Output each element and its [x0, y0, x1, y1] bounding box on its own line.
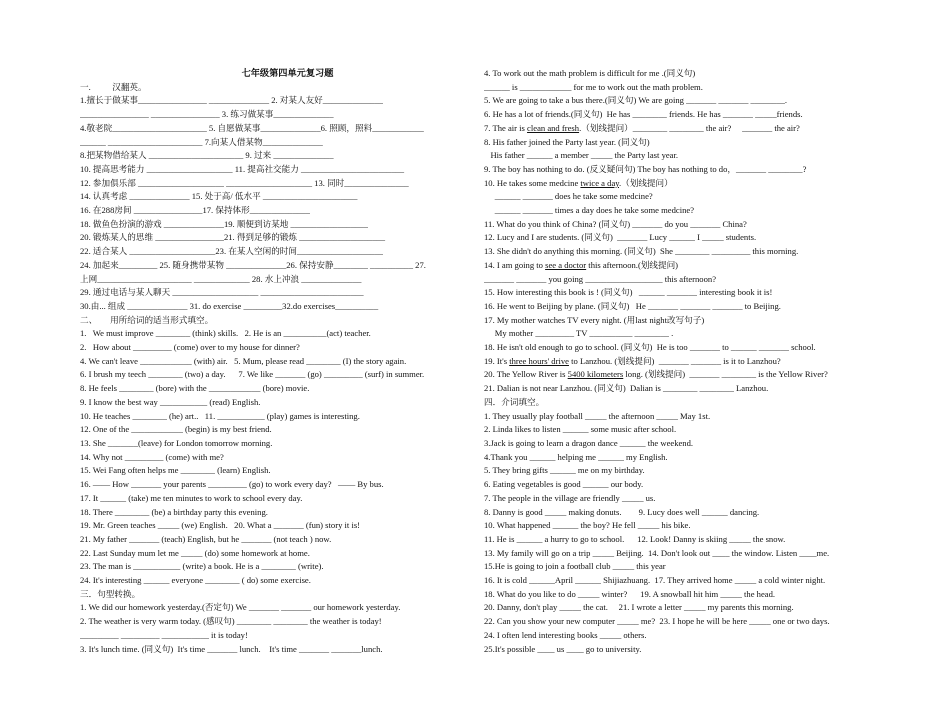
left-line: 3. It's lunch time. (同义句) It's time _______ lunch. It's time _______ _______lunch. — [80, 643, 383, 654]
left-line: 2. The weather is very warm today. (感叹句) ________ ________ the weather is today! — [80, 616, 382, 627]
left-line: 19. Mr. Green teaches _____ (we) English. 20. What a _______ (fun) story it is! — [80, 520, 361, 531]
left-line: 23. The man is ___________ (write) a book. He is a ________ (write). — [80, 561, 324, 572]
left-line: 24. It's interesting ______ everyone ________ ( do) some exercise. — [80, 575, 311, 586]
left-line: 三．句型转换。 — [80, 588, 141, 599]
underlined-phrase: 5400 kilometers — [567, 369, 624, 380]
right-line: 7. The people in the village are friendly _____ us. — [484, 492, 656, 503]
right-line: ______ _______ times a day does he take some medcine? — [484, 205, 695, 216]
left-line: 14. 认真考虑 ______________ 15. 处于高/ 低水平 ______________________ — [80, 191, 358, 202]
left-line: 2. How about _________ (come) over to my house for dinner? — [80, 342, 300, 353]
right-line: 25.It's possible ____ us ____ go to university. — [484, 643, 642, 654]
right-line: 11. He is ______ a hurry to go to school. 12. Look! Danny is skiing _____ the snow. — [484, 533, 786, 544]
left-line: 10. 提高思考能力 ____________________ 11. 提高社交能力 ________________________ — [80, 163, 405, 174]
right-line: 四．介词填空。 — [484, 396, 545, 407]
right-line: 3.Jack is going to learn a dragon dance ______ the weekend. — [484, 437, 694, 448]
right-line: 12. Lucy and I are students. (同义句) _______ Lucy ______ I _____ students. — [484, 232, 757, 243]
right-line: 7. The air is clean and fresh.（划线提问）________ ________ the air? _______ the air? — [484, 122, 800, 133]
left-line: 29. 通过电话与某人聊天 ____________________ ________________________ — [80, 287, 364, 298]
right-line: 14. I am going to see a doctor this afternoon.(划线提问) — [484, 259, 679, 270]
left-line: 17. It ______ (take) me ten minutes to work to school every day. — [80, 492, 303, 503]
right-line: 22. Can you show your new computer _____ me? 23. I hope he will be here _____ one or two days. — [484, 616, 830, 627]
right-line: 11. What do you think of China? (同义句) _______ do you _______ China? — [484, 218, 747, 229]
left-line: 8.把某物借给某人 ______________________ 9. 过来 ______________ — [80, 150, 334, 161]
left-line: 9. I know the best way ___________ (read) English. — [80, 396, 261, 407]
right-column — [484, 67, 884, 656]
right-line: 5. They bring gifts ______ me on my birthday. — [484, 465, 645, 476]
right-line: 20. Danny, don't play _____ the cat. 21. I wrote a letter _____ my parents this morning. — [484, 602, 794, 613]
right-line: 6. He has a lot of friends.(同义句) He has ________ friends. He has _______ _____friends. — [484, 109, 803, 120]
left-line: 14. Why not _________ (come) with me? — [80, 451, 224, 462]
left-line: 1. We must improve ________ (think) skills. 2. He is an __________(act) teacher. — [80, 328, 371, 339]
left-line: 21. My father _______ (teach) English, but he _______ (not teach ) now. — [80, 533, 332, 544]
right-line: 18. He isn't old enough to go to school. (同义句) He is too _______ to ______ _______ school. — [484, 342, 816, 353]
right-line: 17. My mother watches TV every night. (用last night改写句子) — [484, 314, 705, 325]
right-line: 4. To work out the math problem is difficult for me .(同义句) — [484, 68, 696, 78]
right-line: His father ______ a member _____ the Party last year. — [484, 150, 679, 161]
left-line: 12. One of the ____________ (begin) is my best friend. — [80, 424, 272, 435]
left-line: 15. Wei Fang often helps me ________ (learn) English. — [80, 465, 271, 476]
left-line: 13. She _______(leave) for London tomorrow morning. — [80, 437, 273, 448]
right-line: _______ _______ you going __________________ this afternoon? — [484, 273, 717, 284]
right-line: 8. His father joined the Party last year. (同义句) — [484, 136, 650, 147]
left-line: 22. 适合某人 ____________________23. 在某人空闲的时间____________________ — [80, 246, 383, 257]
left-line: 二、 用所给词的适当形式填空。 — [80, 314, 214, 325]
left-line: 1.擅长于做某事________________ ______________ 2. 对某人友好______________ — [80, 95, 383, 106]
underlined-phrase: see a doctor — [545, 259, 587, 270]
right-line: 13. My family will go on a trip _____ Beijing. 14. Don't look out ____ the window. Listen ____me. — [484, 547, 830, 558]
right-line: 15.He is going to join a football club _____ this year — [484, 561, 666, 572]
right-line: 24. I often lend interesting books _____ others. — [484, 629, 647, 640]
right-line: 10. He takes some medcine twice a day.（划线提问） — [484, 177, 673, 188]
left-line: 16. 在288房间 ________________17. 保持体形______________ — [80, 205, 310, 216]
left-line: 上网______________________ _____________ 28. 水上冲浪 ______________ — [80, 273, 362, 284]
right-lines — [484, 67, 884, 656]
right-line: 1. They usually play football _____ the afternoon _____ May 1st. — [484, 410, 711, 421]
right-line: ______ _______ does he take some medcine? — [484, 191, 653, 202]
right-line: ______ is ____________ for me to work out the math problem. — [484, 81, 703, 92]
right-line: 10. What happened ______ the boy? He fell _____ his bike. — [484, 520, 691, 531]
underlined-phrase: three hours' drive — [509, 355, 569, 366]
left-line: 12. 参加俱乐部 ____________________ ____________________ 13. 同时_______________ — [80, 177, 409, 188]
right-line: 5. We are going to take a bus there.(同义句) We are going _______ _______ ________. — [484, 95, 788, 106]
right-line: 9. The boy has nothing to do. (反义疑问句) The boy has nothing to do，_______ ________? — [484, 163, 807, 174]
left-line: 20. 锻炼某人的思维 ________________21. 得到足够的锻炼 ____________________ — [80, 232, 386, 243]
left-line: 1. We did our homework yesterday.(否定句) We _______ _______ our homework yesterday. — [80, 602, 401, 613]
left-line: 16. —— How _______ your parents _________ (go) to work every day? —— By bus. — [80, 479, 384, 490]
left-line: _________ _________ ___________ it is today! — [80, 629, 248, 640]
left-line: 22. Last Sunday mum let me _____ (do) some homework at home. — [80, 547, 310, 558]
right-line: 21. Dalian is not near Lanzhou. (同义句) Dalian is ________ ________ Lanzhou. — [484, 383, 769, 394]
left-line: 6. I brush my teech ________ (two) a day. 7. We like _______ (go) _________ (surf) in summer. — [80, 369, 425, 380]
left-line: 30.由... 组成 ______________ 31. do exercise _________32.do exercises__________ — [80, 300, 379, 311]
left-line: 4. We can't leave ____________ (with) air. 5. Mum, please read ________ (I) the story again. — [80, 355, 407, 366]
right-line: 2. Linda likes to listen ______ some music after school. — [484, 424, 677, 435]
left-column — [80, 67, 473, 656]
right-line: 19. It's three hours' drive to Lanzhou. (划线提问) _______ _______ is it to Lanzhou? — [484, 355, 781, 366]
right-line: 15. How interesting this book is ! (同义句) ______ _______ interesting book it is! — [484, 287, 773, 298]
left-line: 4.敬老院______________________ 5. 自愿做某事______________6. 照顾，照料____________ — [80, 122, 424, 133]
right-line: 16. He went to Beijing by plane. (同义句) He _______ _______ _______ to Beijing. — [484, 300, 781, 311]
underlined-phrase: clean and fresh — [527, 122, 580, 133]
right-line: 16. It is cold ______April ______ Shijiazhuang. 17. They arrived home _____ a cold winter night. — [484, 575, 826, 586]
left-line: 18. 做鱼色扮演的游戏 ______________19. 顺便到访某地 __________________ — [80, 218, 368, 229]
right-line: 18. What do you like to do _____ winter? 19. A snowball hit him _____ the head. — [484, 588, 776, 599]
right-line: 4.Thank you ______ helping me ______ my English. — [484, 451, 668, 462]
left-line: 一. 汉翻英。 — [80, 81, 147, 92]
underlined-phrase: twice a day — [580, 177, 619, 188]
left-line: 10. He teaches ________ (he) art.. 11. ___________ (play) games is interesting. — [80, 410, 360, 421]
right-line: 20. The Yellow River is 5400 kilometers long. (划线提问) _______ ________ is the Yellow River? — [484, 369, 828, 380]
right-line: My mother _________ TV __________ ________ . — [484, 328, 674, 339]
left-line: 24. 加起来_________ 25. 随身携带某物 ______________26. 保持安静________ __________ 27. — [80, 259, 426, 270]
right-line: 13. She didn't do anything this morning. (同义句) She ________ _________ this morning. — [484, 246, 799, 257]
right-line: 8. Danny is good _____ making donuts. 9. Lucy does well ______ dancing. — [484, 506, 760, 517]
left-lines — [80, 81, 473, 657]
left-line: 18. There ________ (be) a birthday party this evening. — [80, 506, 268, 517]
page-title: 七年级第四单元复习题 — [241, 68, 334, 78]
right-line: 6. Eating vegetables is good ______ our body. — [484, 479, 644, 490]
left-line: ________________ ________________ 3. 练习做某事______________ — [80, 109, 334, 120]
left-line: ______ ______________________ 7.向某人借某物______________ — [80, 136, 323, 147]
left-line: 8. He feels ________ (bore) with the ____________ (bore) movie. — [80, 383, 310, 394]
